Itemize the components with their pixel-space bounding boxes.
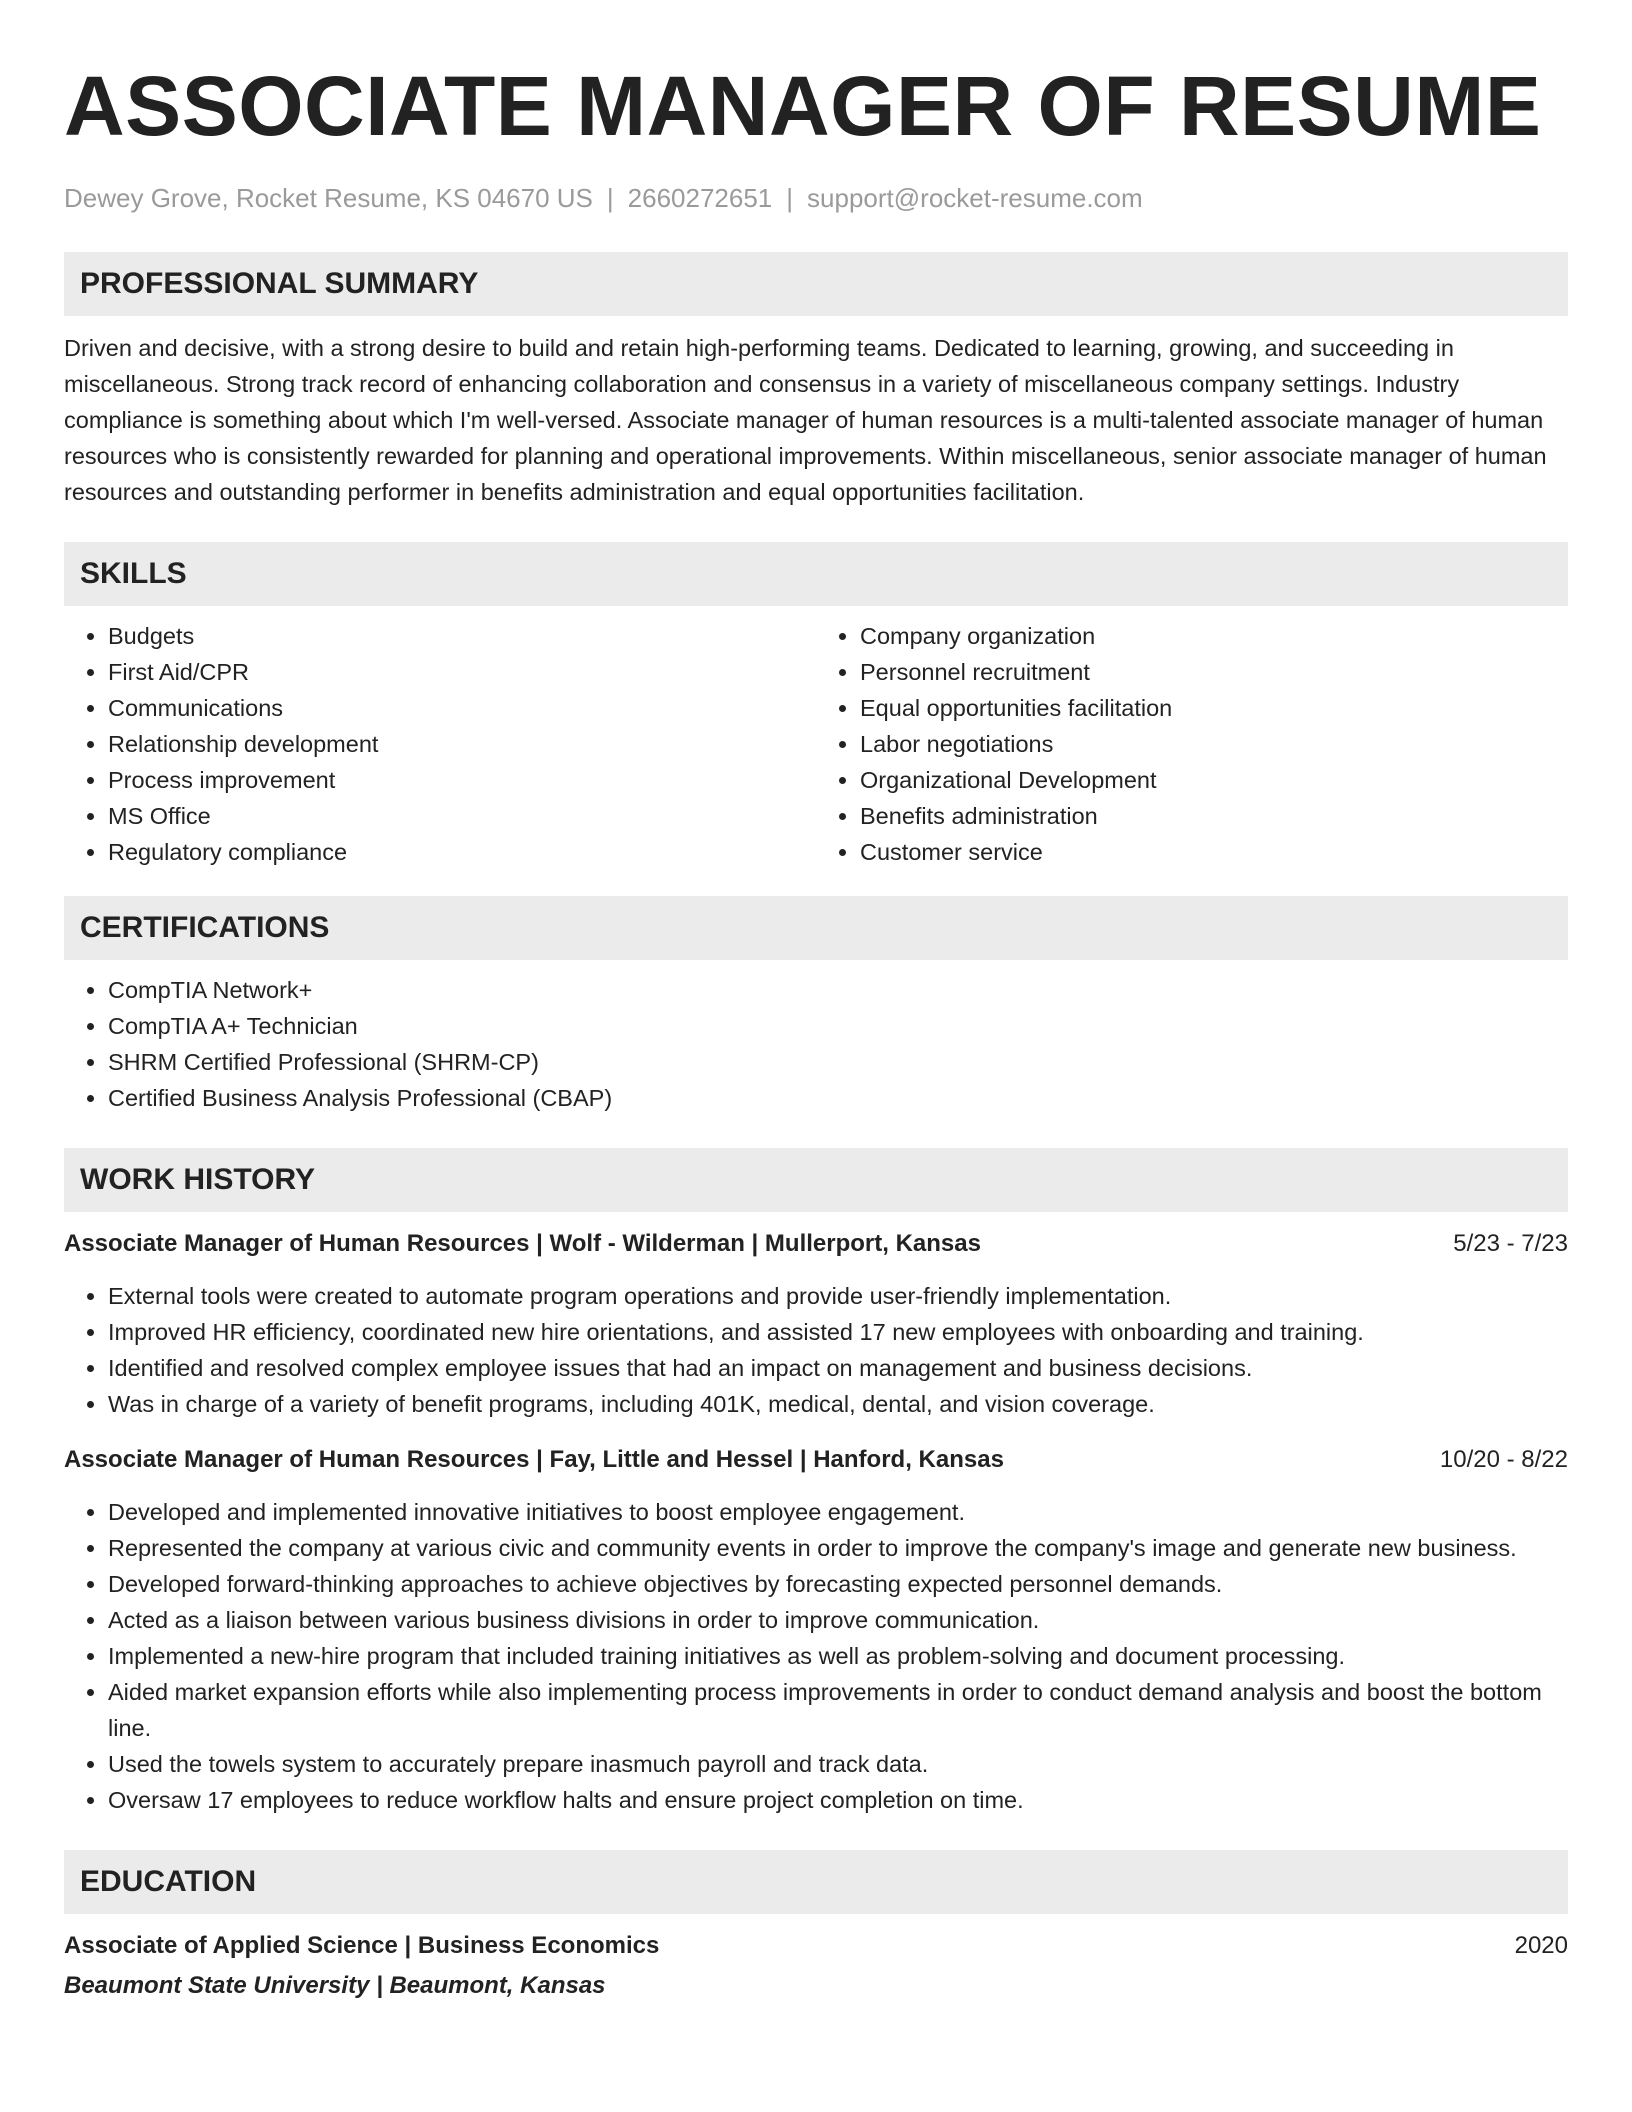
skills-heading: SKILLS <box>64 542 1568 606</box>
job-bullet: • Oversaw 17 employees to reduce workflow halts and ensure project completion on time. <box>108 1782 1568 1818</box>
job-bullet: • Represented the company at various civic and community events in order to improve the company's image and generate new business. <box>108 1530 1568 1566</box>
skills-list-right <box>816 618 1568 870</box>
skills-columns <box>64 618 1568 870</box>
skill-item: • Budgets <box>108 618 816 654</box>
skill-item: • Organizational Development <box>860 762 1568 798</box>
contact-line <box>64 180 1568 216</box>
certifications-section <box>64 896 1568 1116</box>
contact-separator: | <box>606 183 614 213</box>
certification-item: • SHRM Certified Professional (SHRM-CP) <box>108 1044 1568 1080</box>
resume-name: ASSOCIATE MANAGER OF RESUME <box>64 59 1542 153</box>
contact-address: Dewey Grove, Rocket Resume, KS 04670 US <box>64 183 593 213</box>
skill-item: • First Aid/CPR <box>108 654 816 690</box>
job-bullets <box>64 1278 1568 1422</box>
job-bullet: • Developed forward-thinking approaches to achieve objectives by forecasting expected personnel demands. <box>108 1566 1568 1602</box>
work-section <box>64 1148 1568 1818</box>
job-header <box>64 1442 1568 1478</box>
job-dates: 5/23 - 7/23 <box>1453 1230 1568 1257</box>
job-bullet: • Aided market expansion efforts while also implementing process improvements in order to conduct demand analysis and boost the bottom line. <box>108 1674 1568 1746</box>
skill-item: • Customer service <box>860 834 1568 870</box>
skill-item: • Labor negotiations <box>860 726 1568 762</box>
work-heading: WORK HISTORY <box>64 1148 1568 1212</box>
skill-item: • Communications <box>108 690 816 726</box>
job-dates: 10/20 - 8/22 <box>1439 1446 1568 1473</box>
job-bullet: • Identified and resolved complex employee issues that had an impact on management and business decisions. <box>108 1350 1568 1386</box>
certification-item: • CompTIA Network+ <box>108 972 1568 1008</box>
job-entry <box>64 1442 1568 1818</box>
summary-section <box>64 252 1568 510</box>
certifications-list <box>64 972 1568 1116</box>
job-bullet: • Improved HR efficiency, coordinated new hire orientations, and assisted 17 new employees with onboarding and training. <box>108 1314 1568 1350</box>
job-bullet: • Developed and implemented innovative initiatives to boost employee engagement. <box>108 1494 1568 1530</box>
certifications-heading: CERTIFICATIONS <box>64 896 1568 960</box>
education-section <box>64 1850 1568 2004</box>
summary-heading: PROFESSIONAL SUMMARY <box>64 252 1568 316</box>
job-title: Associate Manager of Human Resources | Fay, Little and Hessel | Hanford, Kansas <box>64 1446 1004 1473</box>
skill-item: • Equal opportunities facilitation <box>860 690 1568 726</box>
education-degree: Associate of Applied Science | Business Economics <box>64 1932 660 1959</box>
job-bullets <box>64 1494 1568 1818</box>
skills-section <box>64 542 1568 870</box>
job-bullet: • Used the towels system to accurately prepare inasmuch payroll and track data. <box>108 1746 1568 1782</box>
contact-phone: 2660272651 <box>627 183 773 213</box>
skill-item: • Regulatory compliance <box>108 834 816 870</box>
job-entry <box>64 1226 1568 1422</box>
skill-item: • Personnel recruitment <box>860 654 1568 690</box>
skills-list-left <box>64 618 816 870</box>
skill-item: • Company organization <box>860 618 1568 654</box>
education-heading: EDUCATION <box>64 1850 1568 1914</box>
job-title: Associate Manager of Human Resources | Wolf - Wilderman | Mullerport, Kansas <box>64 1230 981 1257</box>
skill-item: • Process improvement <box>108 762 816 798</box>
skill-item: • Benefits administration <box>860 798 1568 834</box>
job-bullet: • Was in charge of a variety of benefit programs, including 401K, medical, dental, and vision coverage. <box>108 1386 1568 1422</box>
summary-text: Driven and decisive, with a strong desire to build and retain high-performing teams. Dedicated to learning, growing, and succeeding in miscellaneous. Strong track record of enhancing collaboration and consensus in a variety of miscellaneous company settings. Industry compliance is something about which I'm well-versed. Associate manager of human resources is a multi-talented associate manager of human resources who is consistently rewarded for planning and operational improvements. Within miscellaneous, senior associate manager of human resources and outstanding performer in benefits administration and equal opportunities facilitation. <box>64 335 1547 505</box>
certification-item: • Certified Business Analysis Professional (CBAP) <box>108 1080 1568 1116</box>
education-year: 2020 <box>1514 1932 1568 1959</box>
job-bullet: • External tools were created to automate program operations and provide user-friendly implementation. <box>108 1278 1568 1314</box>
job-bullet: • Acted as a liaison between various business divisions in order to improve communication. <box>108 1602 1568 1638</box>
job-bullet: • Implemented a new-hire program that included training initiatives as well as problem-solving and document processing. <box>108 1638 1568 1674</box>
education-school: Beaumont State University | Beaumont, Kansas <box>64 1972 606 1999</box>
contact-separator: | <box>786 183 794 213</box>
skill-item: • MS Office <box>108 798 816 834</box>
job-header <box>64 1226 1568 1262</box>
skill-item: • Relationship development <box>108 726 816 762</box>
contact-email: support@rocket-resume.com <box>807 183 1143 213</box>
education-header <box>64 1928 1568 1964</box>
certification-item: • CompTIA A+ Technician <box>108 1008 1568 1044</box>
